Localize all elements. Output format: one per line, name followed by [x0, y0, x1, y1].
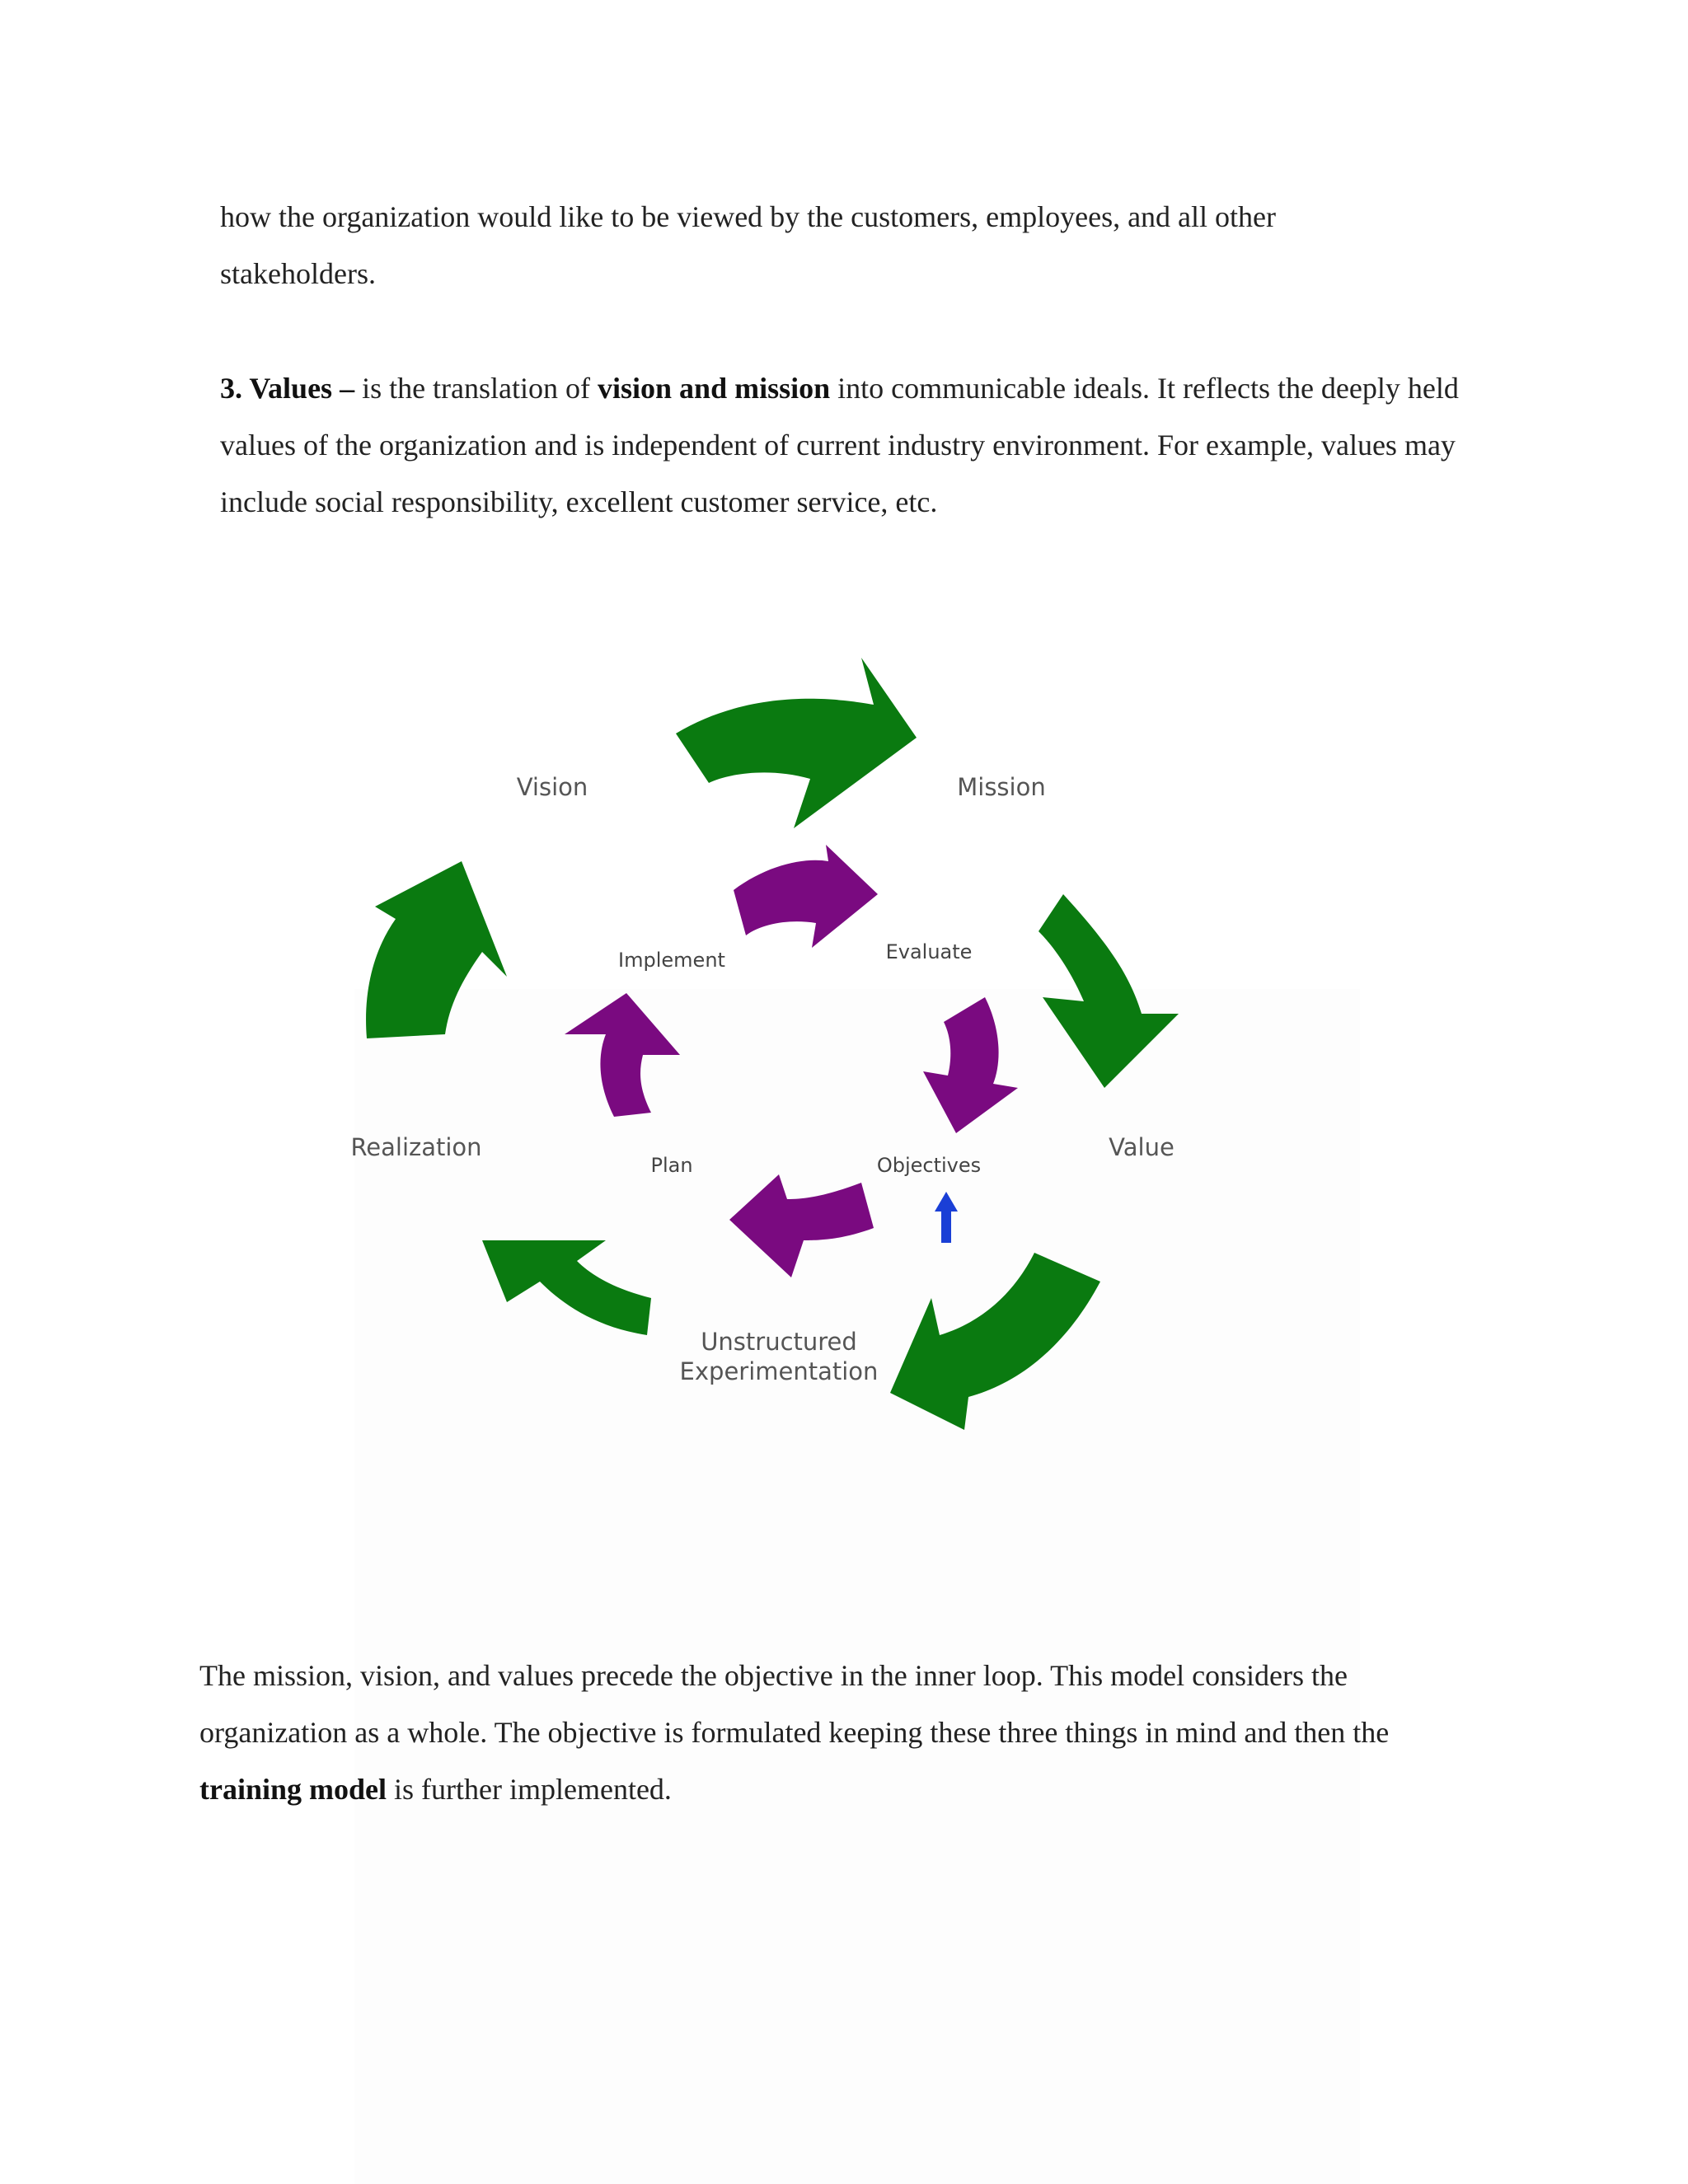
inner-arrow-objectives-to-plan: [729, 1174, 874, 1277]
label-realization: Realization: [350, 1133, 482, 1161]
values-bold-phrase: vision and mission: [598, 372, 831, 405]
inner-arrow-implement-to-evaluate: [734, 845, 878, 948]
intro-line-2: stakeholders.: [220, 257, 376, 290]
closing-paragraph: [199, 1647, 1493, 1818]
intro-line-1: how the organization would like to be viewed by the customers, employees, and all other: [220, 200, 1277, 233]
label-value: Value: [1109, 1133, 1175, 1161]
strategy-cycle-diagram: [326, 639, 1364, 1463]
outer-arrow-value-to-unstructured: [890, 1253, 1100, 1430]
outer-arrow-unstructured-to-realization: [482, 1240, 651, 1335]
closing-text-1: The mission, vision, and values precede the objective in the inner loop. This model considers the organization as a whole. The objective is formulated keeping these three things in mind and then the: [199, 1659, 1390, 1749]
intro-paragraph: [220, 189, 1473, 302]
label-unstructured-line-2: Experimentation: [679, 1357, 879, 1385]
label-unstructured-line-1: Unstructured: [701, 1328, 857, 1356]
inner-labels: [618, 940, 981, 1177]
closing-bold-phrase: training model: [199, 1773, 387, 1806]
up-arrow-icon: [935, 1192, 958, 1243]
outer-arrow-vision-to-mission: [676, 658, 917, 828]
label-vision: Vision: [516, 773, 588, 801]
inner-arrow-plan-to-implement: [565, 993, 680, 1117]
label-objectives: Objectives: [876, 1154, 982, 1177]
values-text-1: is the translation of: [362, 372, 598, 405]
outer-arrow-realization-to-vision: [366, 861, 507, 1038]
outer-cycle-arrows: [366, 658, 1179, 1430]
values-dash: –: [332, 372, 363, 405]
outer-arrow-mission-to-value: [1039, 894, 1179, 1088]
inner-arrow-evaluate-to-objectives: [923, 997, 1018, 1133]
values-heading: 3. Values: [220, 372, 333, 405]
closing-text-2: is further implemented.: [387, 1773, 672, 1806]
values-paragraph: [220, 360, 1473, 531]
label-implement: Implement: [618, 949, 725, 972]
label-evaluate: Evaluate: [885, 940, 973, 963]
label-plan: Plan: [650, 1154, 693, 1177]
label-mission: Mission: [957, 773, 1046, 801]
values-text-2: into communicable ideals. It reflects the deeply held values of the organization and is independent of current industry environment. For example, values may include social responsibility, excellent customer service, etc.: [220, 372, 1459, 518]
